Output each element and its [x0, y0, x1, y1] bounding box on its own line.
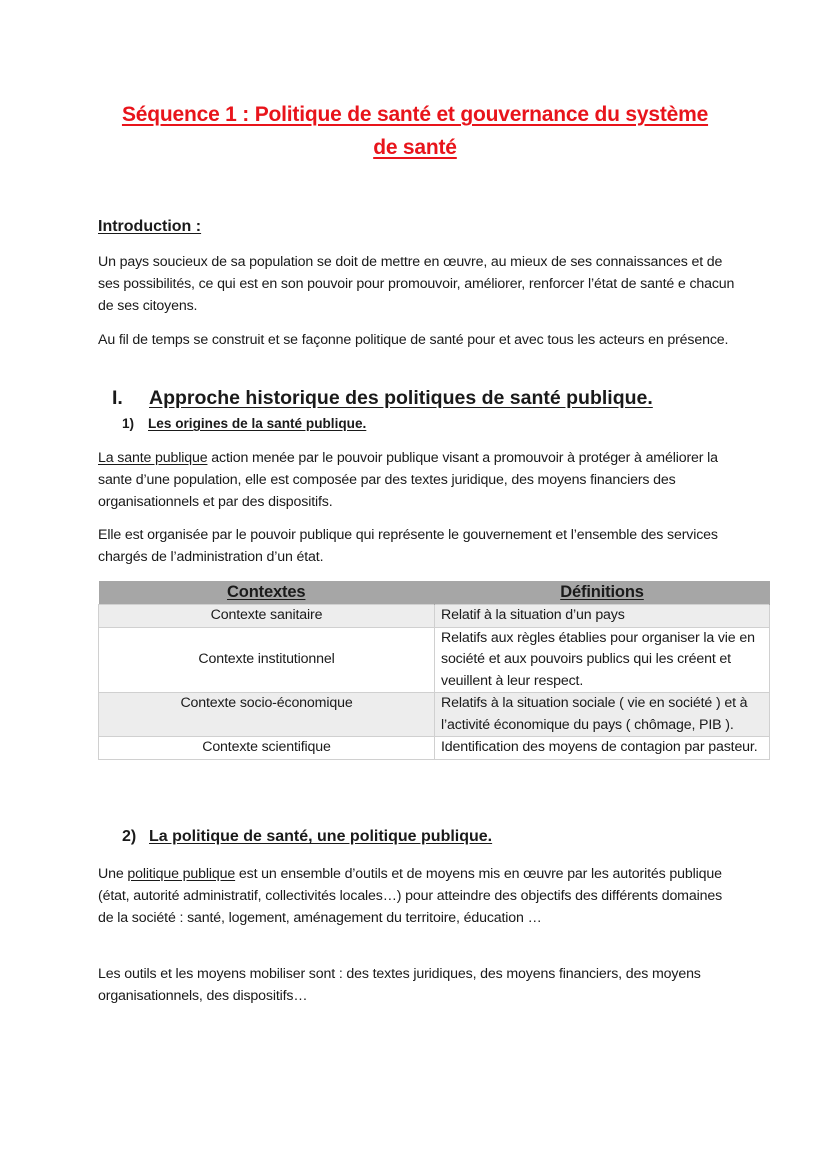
introduction-heading: Introduction :: [98, 218, 202, 235]
subsection-2-title: La politique de santé, une politique publique.: [149, 828, 493, 845]
sante-publique-definition: action menée par le pouvoir publique visant a promouvoir à protéger à améliorer la sante d’une population, elle est composée par des textes juridique, des moyens financiers des organisationnels et par des dispositifs.: [98, 450, 718, 510]
outils-moyens-paragraph: Les outils et les moyens mobiliser sont : des textes juridiques, des moyens financiers, des moyens organisationnels, des dispositifs…: [98, 966, 701, 1004]
context-cell: Contexte socio-économique: [99, 693, 435, 737]
introduction-paragraph-1: Un pays soucieux de sa population se doit de mettre en œuvre, au mieux de ses connaissances et de ses possibilités, ce qui est en son pouvoir pour promouvoir, améliorer, renforcer l’état de santé e chacun de ses citoyens.: [98, 254, 735, 314]
title-line-1: Séquence 1 : Politique de santé et gouvernance du système: [121, 103, 709, 126]
subsection-1-number: 1): [122, 416, 135, 431]
table-header-contextes: [99, 581, 435, 605]
document-title: [90, 98, 740, 164]
sante-publique-term: La sante publique: [98, 450, 208, 466]
subsection-1-title: Les origines de la santé publique.: [148, 416, 367, 431]
table-header-row: [99, 581, 770, 605]
section-1-heading: [112, 387, 653, 410]
table-row: [99, 693, 770, 737]
subsection-2-number: 2): [122, 828, 137, 845]
subsection-1-heading: [122, 416, 366, 431]
definition-cell: Relatifs aux règles établies pour organiser la vie en société et aux pouvoirs publics qui les créent et veuillent à leur respect.: [435, 627, 770, 693]
header-label-definitions: Définitions: [560, 583, 644, 601]
organisation-paragraph: Elle est organisée par le pouvoir publique qui représente le gouvernement et l’ensemble des services chargés de l’administration d’un état.: [98, 527, 718, 565]
sante-publique-paragraph: [98, 447, 738, 513]
introduction-paragraph-2: Au fil de temps se construit et se façonne politique de santé pour et avec tous les acteurs en présence.: [98, 332, 729, 348]
politique-publique-lead: Une: [98, 866, 128, 882]
politique-publique-paragraph: [98, 863, 738, 929]
section-1-title: Approche historique des politiques de santé publique.: [149, 387, 653, 409]
definition-cell: Identification des moyens de contagion par pasteur.: [435, 737, 770, 760]
header-label-contextes: Contextes: [227, 583, 306, 601]
table-row: [99, 605, 770, 628]
context-cell: Contexte scientifique: [99, 737, 435, 760]
table-header-definitions: [435, 581, 770, 605]
title-line-2: de santé: [373, 136, 457, 159]
section-1-number: I.: [112, 387, 123, 409]
table-row: [99, 627, 770, 693]
subsection-2-heading: [122, 828, 492, 846]
definition-cell: Relatifs à la situation sociale ( vie en société ) et à l’activité économique du pays ( chômage, PIB ).: [435, 693, 770, 737]
politique-publique-term: politique publique: [127, 866, 236, 882]
table-row: [99, 737, 770, 760]
context-cell: Contexte sanitaire: [99, 605, 435, 628]
contexts-table: [98, 581, 770, 760]
definition-cell: Relatif à la situation d’un pays: [435, 605, 770, 628]
context-cell: Contexte institutionnel: [99, 627, 435, 693]
politique-publique-definition: est un ensemble d’outils et de moyens mis en œuvre par les autorités publique (état, autorité administratif, collectivités locales…) pour atteindre des objectifs des différents domaines de la société : santé, logement, aménagement du territoire, éducation …: [98, 866, 723, 926]
